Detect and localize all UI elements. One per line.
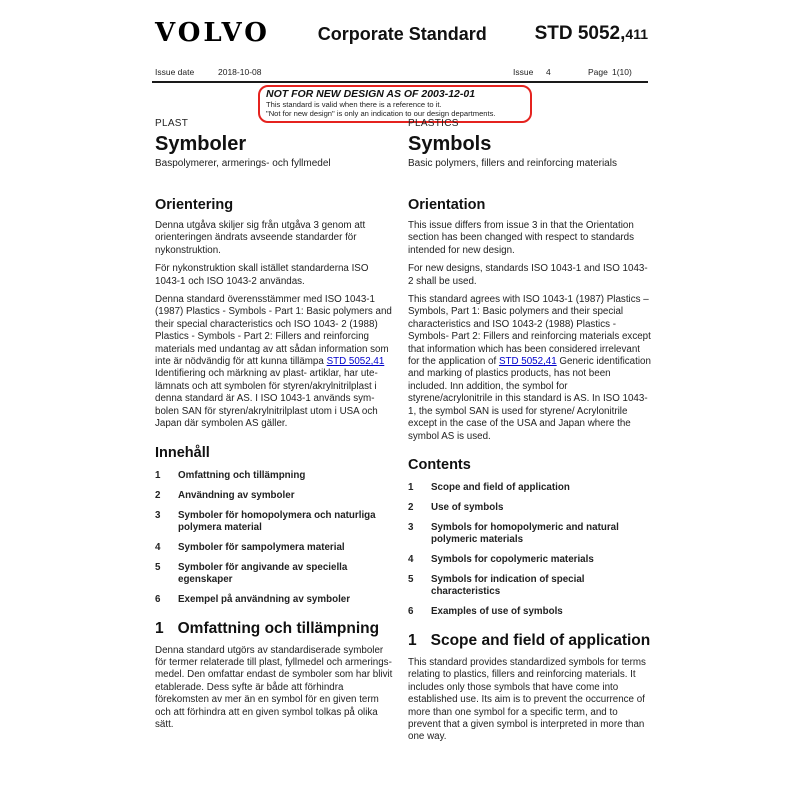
toc-label: Omfattning och tillämpning [178, 469, 306, 481]
toc-number: 4 [408, 553, 414, 565]
toc-number: 1 [155, 469, 161, 481]
toc-number: 5 [155, 561, 161, 573]
section-number: 1 [408, 631, 417, 649]
document-type-title: Corporate Standard [317, 24, 487, 44]
toc-number: 3 [408, 521, 414, 533]
toc-item [155, 490, 395, 502]
toc-item [155, 594, 395, 606]
volvo-logo: VOLVO [155, 18, 270, 48]
paragraph-text: Denna standard överensstämmer med ISO 1043-1 (1987) Plastics - Symbols - Part 1: Basic polymers and their special characteristics och ISO 1043- 2 (1988) Plastics - Symbols - Part 2: Fillers and reinforcing materials med undantag av att sådan information som inte är nödvändig för att kunna tillämpa [155, 294, 392, 368]
toc-label: Användning av symboler [178, 489, 295, 501]
orientation-paragraph-3-sv [155, 294, 395, 430]
orientation-paragraph-2-en: For new designs, standards ISO 1043-1 and ISO 1043-2 shall be used. [408, 263, 648, 287]
toc-label: Symbols for copolymeric materials [431, 553, 594, 565]
orientation-paragraph-1-en: This issue differs from issue 3 in that the Orientation section has been changed with respect to standards intended for new design. [408, 220, 635, 256]
paragraph-text: Generic identification and marking of plastics products, has not been included. Inn addition, the symbol for styrene/acrylonitrile in this standard is AS. In ISO 1043-1, the symbol SAN is used for styrene/ Acrylonitrile except in the case of the USA and Japan where the symbol AS is used. [408, 356, 651, 442]
section-1-body-sv: Denna standard utgörs av standardiserade symboler för termer relaterade till plast, fyllmedel och armerings-medel. Den omfattar endast de symboler som har blivit etablerade. Dess syfte är både att förhindra förekomsten av mer än en symbol för en given term och att förhindra att en given symbol tolkas på olika sätt. [155, 644, 393, 730]
subject-kicker-en: PLASTICS [408, 118, 459, 129]
toc-label: Use of symbols [431, 501, 504, 513]
orientation-paragraph-2-sv: För nykonstruktion skall istället standarderna ISO 1043-1 och ISO 1043-2 användas. [155, 263, 369, 287]
subject-kicker-sv: PLAST [155, 118, 189, 129]
toc-label: Symboler för angivande av speciella egenskaper [178, 561, 348, 585]
document-title-en: Symbols [408, 133, 492, 155]
issue-value: 4 [546, 67, 551, 77]
document-header [155, 20, 648, 46]
toc-number: 2 [155, 489, 161, 501]
orientation-paragraph-1-sv: Denna utgåva skiljer sig från utgåva 3 genom att orienteringen ändrats avseende standarder för nykonstruktion. [155, 220, 366, 256]
toc-number: 2 [408, 501, 414, 513]
document-subtitle-sv: Baspolymerer, armerings- och fyllmedel [155, 158, 331, 169]
orientation-heading-en: Orientation [408, 197, 486, 213]
section-1-heading-en [408, 631, 651, 651]
contents-heading-sv: Innehåll [155, 444, 210, 461]
toc-item [155, 562, 395, 586]
paragraph-text: This standard agrees with ISO 1043-1 (1987) Plastics – Symbols, Part 1: Basic polymers and their special characteristics and ISO 1043-2 (1988) Plastics - Symbols- Part 2: Fillers and reinforcing materials except that information which has been considered irrelevant for the application of [408, 294, 651, 368]
std-5052-41-link-en[interactable]: STD 5052,41 [498, 356, 557, 368]
toc-item [408, 502, 651, 514]
page-value: 1(10) [612, 67, 632, 77]
section-1-heading-sv [155, 619, 395, 639]
section-1-body-en: This standard provides standardized symbols for terms relating to plastics, fillers and reinforcing materials. It includes only those symbols that have come into established use. Its aim is to prevent the occurrence of more than one symbol for a specific term, and to prevent that a given symbol is interpreted in more than one way. [408, 656, 646, 743]
toc-item [155, 470, 395, 482]
toc-label: Symbols for homopolymeric and natural polymeric materials [431, 521, 619, 545]
issue-label: Issue [513, 67, 534, 77]
toc-number: 3 [155, 509, 161, 521]
standard-number [535, 20, 648, 45]
toc-item [155, 542, 395, 554]
toc-number: 4 [155, 541, 161, 553]
document-subtitle-en: Basic polymers, fillers and reinforcing materials [408, 158, 617, 169]
contents-heading-en: Contents [408, 456, 471, 473]
toc-item [408, 522, 651, 546]
section-title: Omfattning och tillämpning [177, 619, 380, 637]
toc-item [408, 606, 651, 618]
paragraph-text: Identifiering och märkning av plast- artiklar, har ute-lämnats och att symbolen för styren/akrylnitrilplast i denna standard är AS. I ISO 1043-1 används sym-bolen SAN för styren/akrylnitrilplast utom i USA och Japan där symbolen AS gäller. [155, 368, 378, 430]
notice-title: NOT FOR NEW DESIGN AS OF 2003-12-01 [266, 88, 476, 100]
toc-item [408, 554, 651, 566]
toc-number: 5 [408, 573, 414, 585]
header-divider [152, 81, 648, 83]
toc-item [408, 482, 651, 494]
section-title: Scope and field of application [430, 631, 651, 649]
orientation-heading-sv: Orientering [155, 197, 234, 213]
notice-line-1: This standard is valid when there is a reference to it. [266, 100, 442, 109]
toc-number: 6 [408, 605, 414, 617]
notice-line-2: "Not for new design" is only an indication to our design departments. [266, 109, 496, 118]
document-title-sv: Symboler [155, 133, 247, 155]
swedish-column [155, 118, 395, 731]
toc-label: Symboler för homopolymera och naturliga polymera material [178, 509, 376, 533]
orientation-paragraph-3-en [408, 294, 651, 443]
toc-item [408, 574, 651, 598]
toc-item [155, 510, 395, 534]
toc-number: 1 [408, 481, 414, 493]
issue-date-label: Issue date [155, 67, 195, 77]
standard-number-main: STD 5052, [534, 23, 626, 44]
toc-label: Exempel på användning av symboler [178, 593, 351, 605]
issue-date-value: 2018-10-08 [218, 67, 262, 77]
toc-label: Symbols for indication of special characteristics [431, 573, 585, 597]
toc-number: 6 [155, 593, 161, 605]
standard-number-suffix: 411 [625, 26, 648, 42]
std-5052-41-link-sv[interactable]: STD 5052,41 [326, 356, 385, 368]
page-label: Page [588, 67, 608, 77]
toc-label: Symboler för sampolymera material [178, 541, 345, 553]
toc-label: Scope and field of application [431, 481, 570, 493]
toc-label: Examples of use of symbols [431, 605, 563, 617]
section-number: 1 [155, 619, 164, 637]
english-column [408, 118, 651, 744]
